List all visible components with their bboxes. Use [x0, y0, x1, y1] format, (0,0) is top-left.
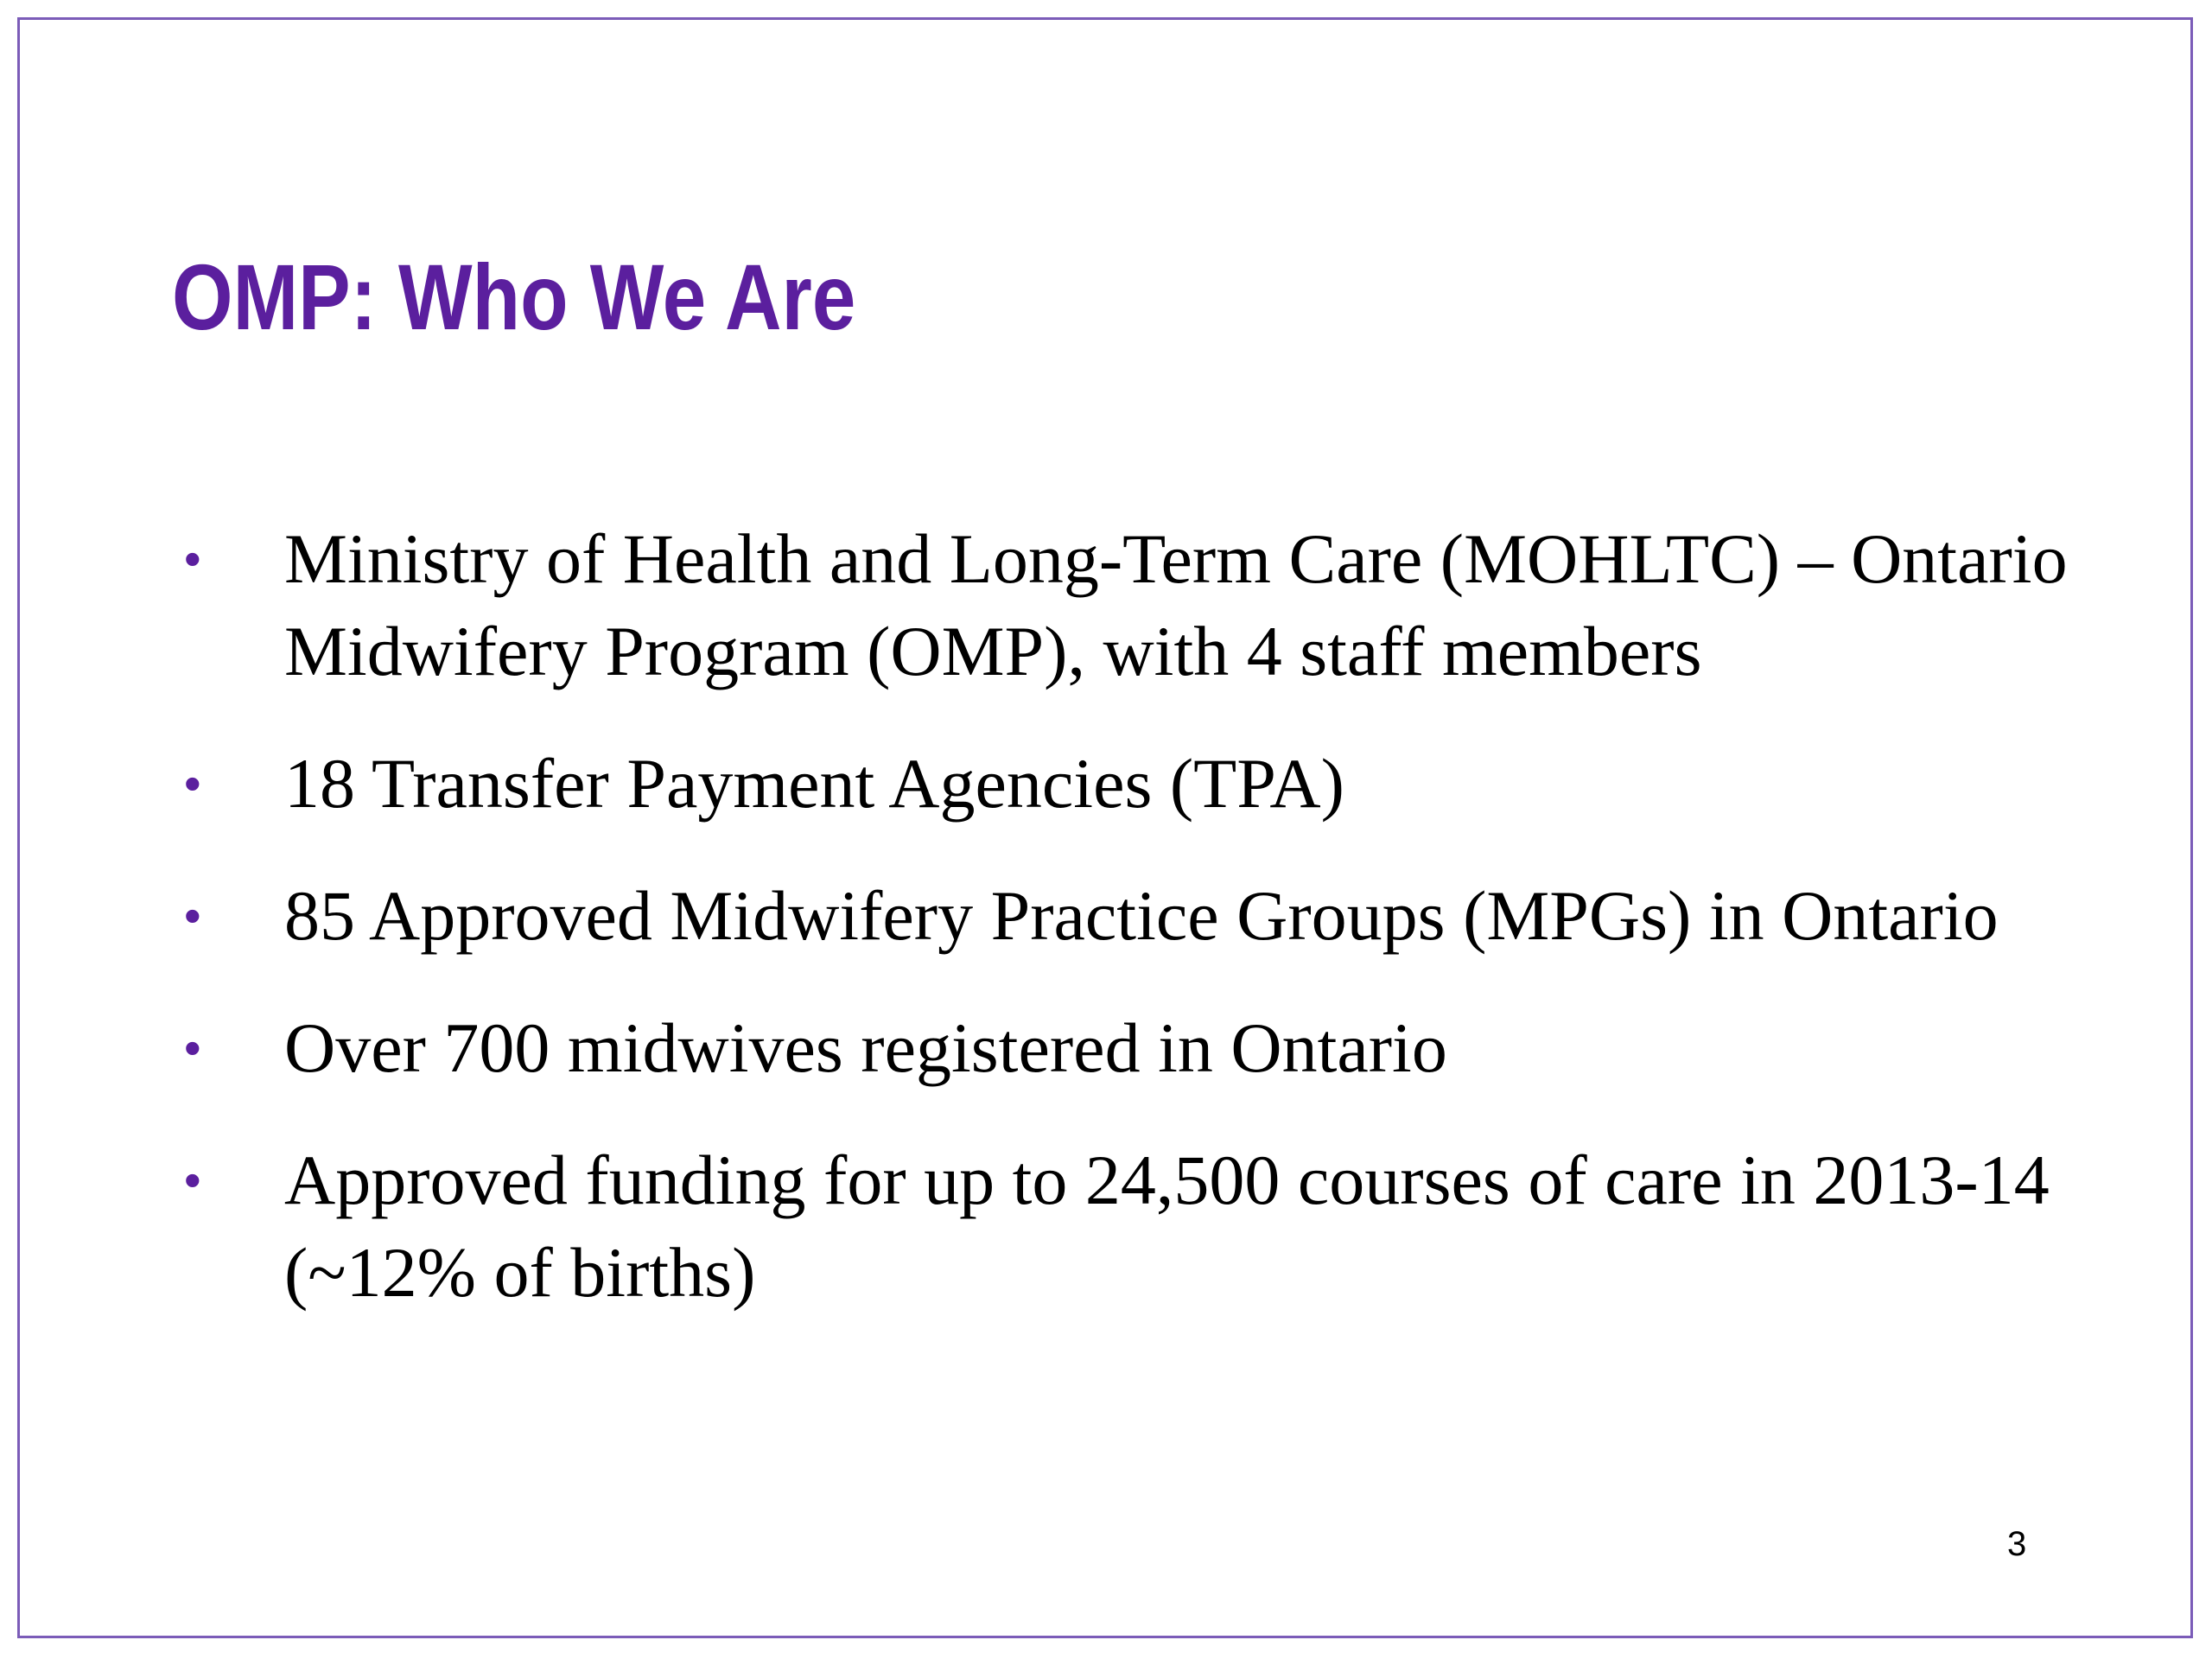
slide-title: OMP: Who We Are: [172, 245, 856, 349]
bullet-item: [172, 1134, 2116, 1319]
bullet-icon: •: [184, 888, 201, 943]
bullet-icon: •: [184, 756, 201, 810]
bullet-item: [172, 1001, 2116, 1094]
bullet-item: [172, 869, 2116, 962]
slide: [17, 17, 2193, 1638]
bullet-icon: •: [184, 1020, 201, 1075]
bullet-icon: •: [184, 1153, 201, 1207]
bullet-text: 85 Approved Midwifery Practice Groups (MPGs) in Ontario: [284, 876, 1999, 955]
bullet-text: Over 700 midwives registered in Ontario: [284, 1008, 1447, 1087]
bullet-text: Approved funding for up to 24,500 courses of care in 2013-14 (~12% of births): [284, 1141, 2050, 1312]
page-number: 3: [2007, 1525, 2027, 1563]
bullet-list: [172, 512, 2116, 1358]
bullet-item: [172, 512, 2116, 697]
bullet-text: Ministry of Health and Long-Term Care (MOHLTC) – Ontario Midwifery Program (OMP), with 4 staff members: [284, 519, 2068, 690]
bullet-item: [172, 737, 2116, 830]
bullet-icon: •: [184, 531, 201, 586]
bullet-text: 18 Transfer Payment Agencies (TPA): [284, 744, 1344, 823]
